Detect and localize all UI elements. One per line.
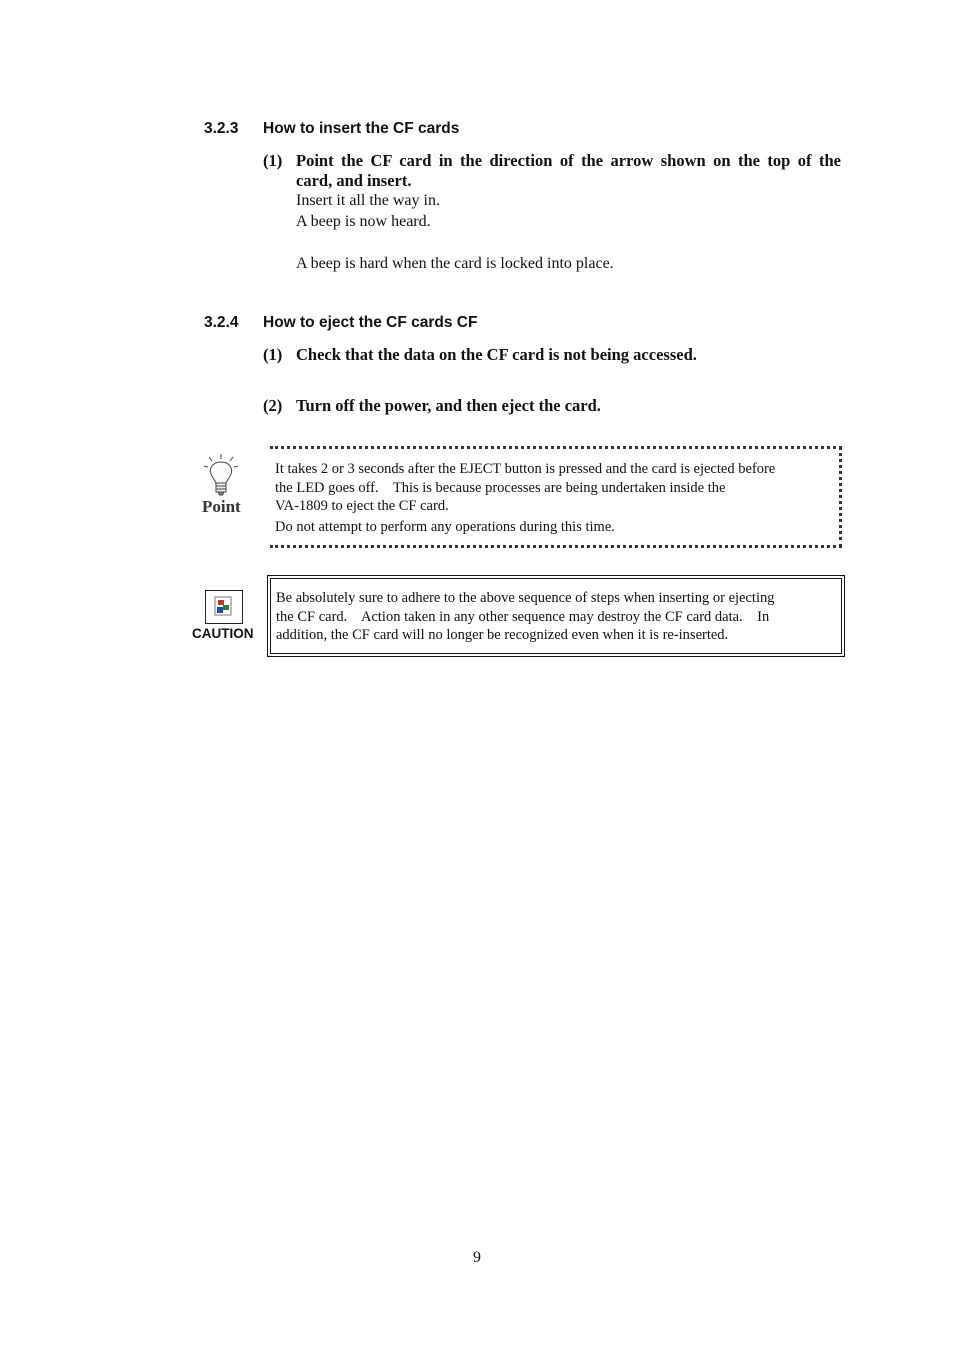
caution-label: CAUTION — [192, 626, 254, 641]
point-note-text — [275, 460, 837, 536]
step-detail: A beep is now heard. — [296, 213, 431, 230]
note-line: the CF card. Action taken in any other sequence may destroy the CF card data. In — [276, 608, 770, 625]
caution-icon — [205, 590, 243, 624]
section-number-323: 3.2.3 — [204, 120, 239, 137]
note-line: Do not attempt to perform any operations during this time. — [275, 518, 615, 535]
step-detail: Insert it all the way in. — [296, 192, 440, 209]
note-line: VA-1809 to eject the CF card. — [275, 498, 449, 514]
caution-note-text — [276, 589, 836, 645]
step-text-line: Turn off the power, and then eject the card. — [296, 396, 601, 415]
step-text-line: Point the CF card in the direction of the arrow shown on the top of the — [296, 151, 841, 170]
lightbulb-icon — [200, 452, 242, 500]
step-text-line: Check that the data on the CF card is not being accessed. — [296, 345, 697, 364]
section-title-323: How to insert the CF cards — [263, 120, 460, 137]
point-label: Point — [202, 497, 241, 516]
section-number-324: 3.2.4 — [204, 314, 239, 331]
note-line: It takes 2 or 3 seconds after the EJECT button is pressed and the card is ejected before — [275, 461, 776, 477]
note-line: Be absolutely sure to adhere to the above sequence of steps when inserting or ejecting — [276, 590, 775, 606]
page-number: 9 — [473, 1249, 481, 1266]
note-line: the LED goes off. This is because processes are being undertaken inside the — [275, 479, 726, 496]
step-number: (1) — [263, 345, 283, 364]
section-title-324: How to eject the CF cards CF — [263, 314, 478, 331]
step-detail: A beep is hard when the card is locked into place. — [296, 255, 614, 272]
note-line: addition, the CF card will no longer be recognized even when it is re-inserted. — [276, 627, 729, 643]
step-number: (2) — [263, 396, 283, 415]
step-number: (1) — [263, 151, 283, 170]
step-text-line: card, and insert. — [296, 171, 412, 190]
